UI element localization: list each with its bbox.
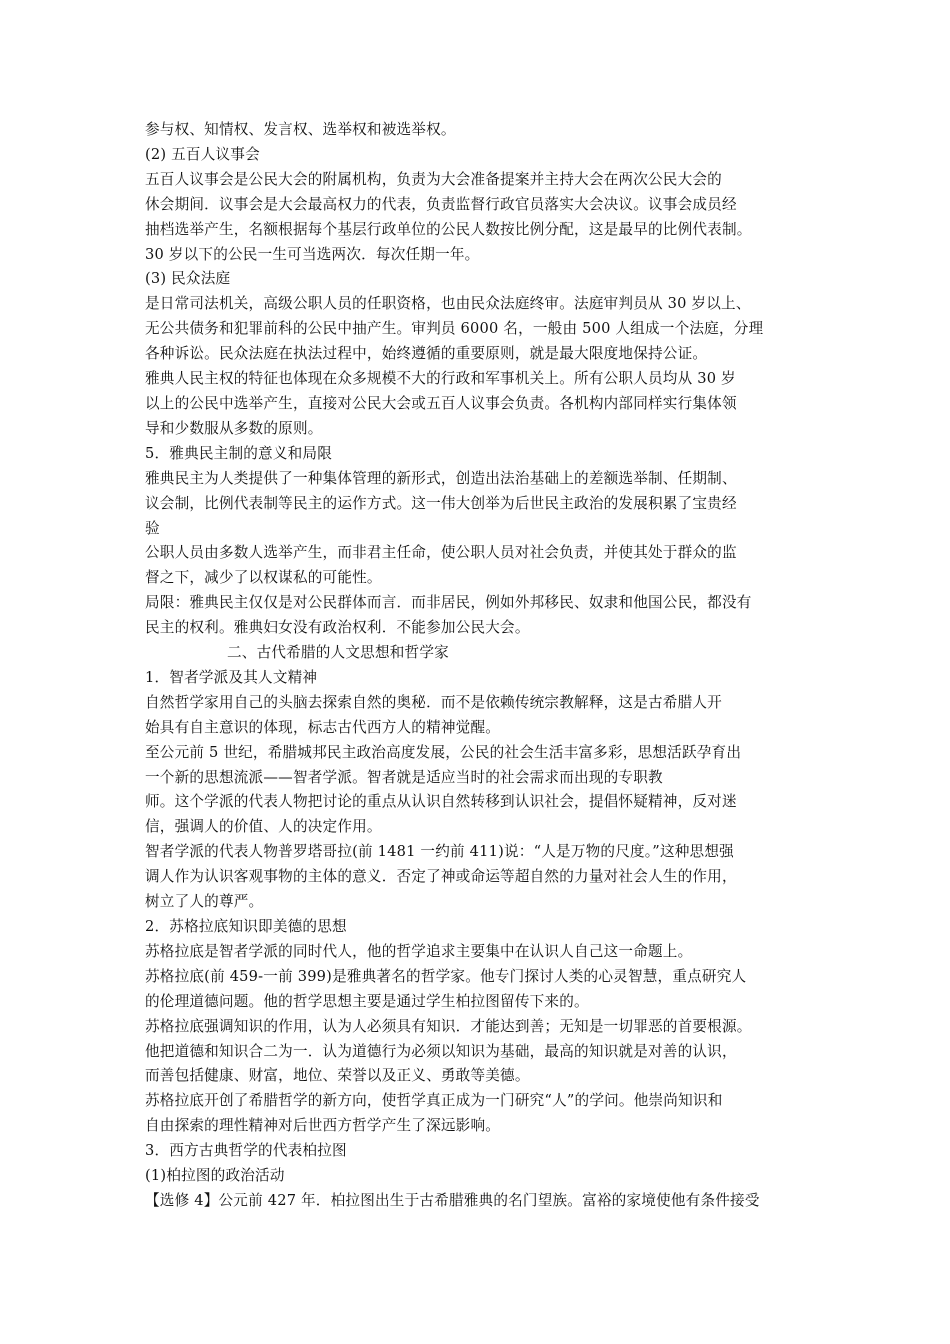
text-line: 师。这个学派的代表人物把讨论的重点从认识自然转移到认识社会，提倡怀疑精神，反对迷 xyxy=(145,793,737,811)
section-heading: 5．雅典民主制的意义和局限 xyxy=(145,444,333,462)
text-line: 雅典人民主权的特征也体现在众多规模不大的行政和军事机关上。所有公职人员均从 30 岁 xyxy=(145,370,736,388)
text-line: 导和少数服从多数的原则。 xyxy=(145,419,323,437)
text-line: 抽档选举产生，名额根据每个基层行政单位的公民人数按比例分配，这是最早的比例代表制。 xyxy=(145,220,752,238)
text-line: 局限：雅典民主仅仅是对公民群体而言．而非居民，例如外邦移民、奴隶和他国公民，都没有 xyxy=(145,594,752,612)
text-line: 始具有自主意识的体现，标志古代西方人的精神觉醒。 xyxy=(145,718,501,736)
text-line: 他把道德和知识合二为一．认为道德行为必须以知识为基础，最高的知识就是对善的认识， xyxy=(145,1042,737,1060)
text-line: 自然哲学家用自己的头脑去探索自然的奥秘．而不是依赖传统宗教解释，这是古希腊人开 xyxy=(145,693,722,711)
text-line: 苏格拉底(前 459-一前 399)是雅典著名的哲学家。他专门探讨人类的心灵智慧，重点研究人 xyxy=(145,967,747,985)
text-line: 参与权、知情权、发言权、选举权和被选举权。 xyxy=(145,121,456,138)
text-line: 自由探索的理性精神对后世西方哲学产生了深远影响。 xyxy=(145,1117,501,1135)
text-line: 苏格拉底开创了希腊哲学的新方向，使哲学真正成为一门研究“人”的学问。他崇尚知识和 xyxy=(145,1092,723,1110)
text-line: 至公元前 5 世纪，希腊城邦民主政治高度发展，公民的社会生活丰富多彩，思想活跃孕育出 xyxy=(145,743,742,761)
text-line: 休会期间．议事会是大会最高权力的代表，负责监督行政官员落实大会决议。议事会成员经 xyxy=(145,195,737,213)
text-line: 督之下，减少了以权谋私的可能性。 xyxy=(145,569,382,587)
text-line: 智者学派的代表人物普罗塔哥拉(前 1481 一约前 411)说：“人是万物的尺度。”这种思想强 xyxy=(145,843,734,861)
section-heading: (3) 民众法庭 xyxy=(145,270,231,288)
text-line: 苏格拉底强调知识的作用，认为人必须具有知识．才能达到善；无知是一切罪恶的首要根源。 xyxy=(145,1017,752,1035)
section-heading: 2．苏格拉底知识即美德的思想 xyxy=(145,918,347,935)
text-line: 无公共债务和犯罪前科的公民中抽产生。审判员 6000 名，一般由 500 人组成一个法庭，分理 xyxy=(145,320,764,338)
text-line: 调人作为认识客观事物的主体的意义．否定了神或命运等超自然的力量对社会人生的作用， xyxy=(145,868,737,886)
text-line: 信，强调人的价值、人的决定作用。 xyxy=(145,818,382,836)
text-line: 是日常司法机关，高级公职人员的任职资格，也由民众法庭终审。法庭审判员从 30 岁以上、 xyxy=(145,295,751,313)
text-line: 苏格拉底是智者学派的同时代人，他的哲学追求主要集中在认识人自己这一命题上。 xyxy=(145,942,693,960)
text-line: 议会制，比例代表制等民主的运作方式。这一伟大创举为后世民主政治的发展积累了宝贵经 xyxy=(145,494,737,512)
section-heading: (2) 五百人议事会 xyxy=(145,145,260,163)
text-line: 公职人员由多数人选举产生，而非君主任命，使公职人员对社会负责，并使其处于群众的监 xyxy=(145,544,737,562)
section-heading: (1)柏拉图的政治活动 xyxy=(145,1167,285,1185)
text-line: 民主的权利。雅典妇女没有政治权利．不能参加公民大会。 xyxy=(145,619,530,637)
text-line: 树立了人的尊严。 xyxy=(145,893,264,911)
text-line: 验 xyxy=(145,519,160,537)
text-line: 以上的公民中选举产生，直接对公民大会或五百人议事会负责。各机构内部同样实行集体领 xyxy=(145,394,737,412)
text-line: 雅典民主为人类提供了一种集体管理的新形式，创造出法治基础上的差额选举制、任期制、 xyxy=(145,469,737,487)
text-line: 【选修 4】公元前 427 年．柏拉图出生于古希腊雅典的名门望族。富裕的家境使他有条件接受 xyxy=(145,1191,760,1209)
text-line: 而善包括健康、财富，地位、荣誉以及正义、勇敢等美德。 xyxy=(145,1067,530,1085)
text-line: 30 岁以下的公民一生可当选两次．每次任期一年。 xyxy=(145,245,480,263)
chapter-heading: 二、古代希腊的人文思想和哲学家 xyxy=(227,644,449,662)
text-line: 各种诉讼。民众法庭在执法过程中，始终遵循的重要原则，就是最大限度地保持公证。 xyxy=(145,345,708,363)
section-heading: 1．智者学派及其人文精神 xyxy=(145,668,318,686)
text-line: 一个新的思想流派——智者学派。智者就是适应当时的社会需求而出现的专职教 xyxy=(145,768,663,786)
text-line: 的伦理道德问题。他的哲学思想主要是通过学生柏拉图留传下来的。 xyxy=(145,992,589,1010)
text-line: 五百人议事会是公民大会的附属机构，负责为大会准备提案并主持大会在两次公民大会的 xyxy=(145,170,722,188)
section-heading: 3．西方古典哲学的代表柏拉图 xyxy=(145,1142,347,1160)
document-page xyxy=(145,118,825,1214)
